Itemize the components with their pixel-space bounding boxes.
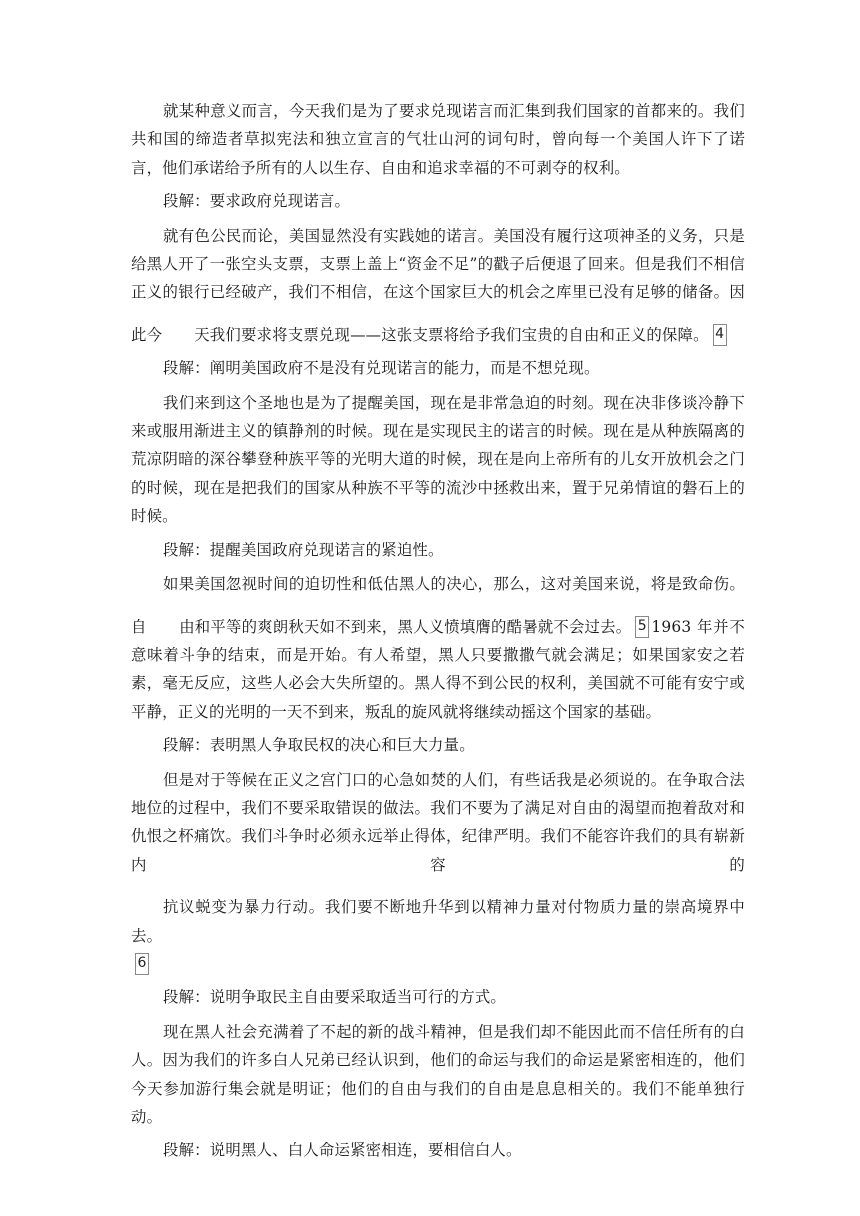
paragraph-4 [131,570,745,726]
paragraph-2-part-2: 天我们要求将支票兑现——这张支票将给予我们宝贵的自由和正义的保障。 [194,325,709,344]
footnote-marker-5: 5 [635,616,649,638]
paragraph-2-part-1: 就有色公民而论，美国显然没有实践她的诺言。美国没有履行这项神圣的义务，只是给黑人开了一张空头支票，支票上盖上“资金不足”的戳子后便退了回来。但是我们不相信正义的银行已经破产，我们不相信，在这个国家巨大的机会之库里已没有足够的储备。因此今 [131,226,745,344]
paragraph-1: 就某种意义而言，今天我们是为了要求兑现诺言而汇集到我们国家的首都来的。我们共和国的缔造者草拟宪法和独立宣言的气壮山河的词句时，曾向每一个美国人许下了诺言，他们承诺给予所有的人以生存、自由和追求幸福的不可剥夺的权利。 [131,102,745,177]
footnote-marker-4: 4 [713,324,727,346]
annotation-2: 段解：阐明美国政府不是没有兑现诺言的能力，而是不想兑现。 [163,359,600,378]
document-body [131,97,745,1171]
annotation-5: 段解：说明争取民主自由要采取适当可行的方式。 [163,988,506,1007]
annotation-6: 段解：说明黑人、白人命运紧密相连，要相信白人。 [163,1141,522,1160]
annotation-3: 段解：提醒美国政府兑现诺言的紧迫性。 [163,540,444,559]
paragraph-6: 现在黑人社会充满着了不起的新的战斗精神，但是我们却不能因此而不信任所有的白人。因为我们的许多白人兄弟已经认识到，他们的命运与我们的命运是紧密相连的，他们今天参加游行集会就是明证；他们的自由与我们的自由是息息相关的。我们不能单独行动。 [131,1022,745,1126]
paragraph-4-part-3: 1963 年并不意味着斗争的结束，而是开始。有人希望，黑人只要撒撒气就会满足；如果国家安之若素，毫无反应，这些人必会大失所望的。黑人得不到公民的权利，美国就不可能有安宁或平静，正义的光明的一天不到来，叛乱的旋风就将继续动摇这个国家的基础。 [131,617,745,721]
annotation-4: 段解：表明黑人争取民权的决心和巨大力量。 [163,736,475,755]
paragraph-2 [131,222,745,350]
paragraph-4-part-2: 由和平等的爽朗秋天如不到来，黑人义愤填膺的酷暑就不会过去。 [179,617,632,636]
paragraph-3: 我们来到这个圣地也是为了提醒美国，现在是非常急迫的时刻。现在决非侈谈冷静下来或服用渐进主义的镇静剂的时候。现在是实现民主的诺言的时候。现在是从种族隔离的荒凉阴暗的深谷攀登种族平等的光明大道的时候，现在是向上帝所有的儿女开放机会之门的时候，现在是把我们的国家从种族不平等的流沙中拯救出来，置于兄弟情谊的磐石上的时候。 [131,393,745,526]
paragraph-5-part-2: 抗议蜕变为暴力行动。我们要不断地升华到以精神力量对付物质力量的崇高境界中去。 [131,898,745,945]
paragraph-4-part-1: 如果美国忽视时间的迫切性和低估黑人的决心，那么，这对美国来说，将是致命伤。自 [131,575,745,636]
footnote-marker-6: 6 [135,953,149,975]
paragraph-5-part-1: 但是对于等候在正义之宫门口的心急如焚的人们，有些话我是必须说的。在争取合法地位的过程中，我们不要采取错误的做法。我们不要为了满足对自由的渴望而抱着敌对和仇恨之杯痛饮。我们斗争时必须永远举止得体，纪律严明。我们不能容许我们的具有崭新内容的 [131,770,745,874]
annotation-1: 段解：要求政府兑现诺言。 [163,192,351,211]
paragraph-5 [131,766,745,979]
